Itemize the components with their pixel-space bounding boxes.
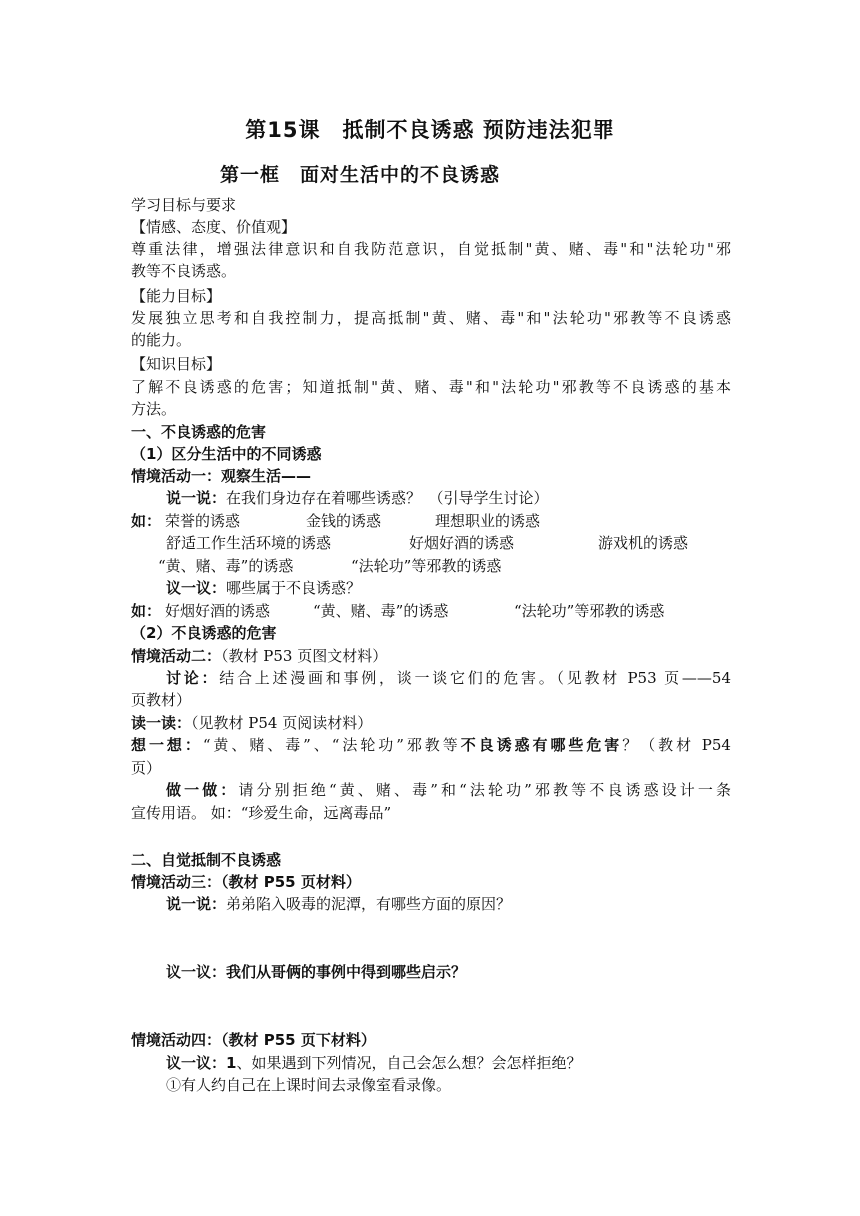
example-item: 游戏机的诱惑 — [598, 534, 689, 552]
do-text: 请分别拒绝“黄、赌、毒”和“法轮功”邪教等不良诱惑设计一条 — [238, 781, 731, 799]
answer-item: 好烟好酒的诱惑 — [165, 602, 271, 620]
answer-label: 如： — [131, 602, 162, 620]
answer-item: “黄、赌、毒”的诱惑 — [313, 602, 449, 620]
discuss-text: 、如果遇到下列情况，自己会怎么想？会怎样拒绝？ — [236, 1054, 582, 1072]
knowledge-heading: 【知识目标】 — [131, 355, 222, 373]
example-item: “黄、赌、毒”的诱惑 — [158, 557, 294, 575]
read-line — [131, 712, 731, 734]
say-text: 在我们身边存在着哪些诱惑？ （引导学生讨论） — [226, 489, 549, 507]
discuss-label: 议一议： — [166, 579, 227, 597]
answer-item: “法轮功”等邪教的诱惑 — [514, 602, 665, 620]
subsection-heading-1: （1）区分生活中的不同诱惑 — [131, 445, 322, 463]
talk-label: 讨论： — [166, 669, 220, 687]
list-item: ①有人约自己在上课时间去录像室看录像。 — [166, 1076, 452, 1094]
subsection-heading-2: （2）不良诱惑的危害 — [131, 624, 277, 642]
emotion-heading: 【情感、态度、价值观】 — [131, 218, 297, 236]
discuss-label: 议一议：1 — [166, 1054, 237, 1072]
activity-3-heading: 情境活动三：（教材 P55 页材料） — [131, 873, 361, 891]
do-line — [166, 779, 731, 801]
example-item: 舒适工作生活环境的诱惑 — [166, 534, 332, 552]
example-row-1 — [131, 510, 731, 532]
say-label: 说一说： — [166, 895, 227, 913]
think-line-cont: 页） — [131, 759, 162, 777]
read-label: 读一读： — [131, 714, 192, 732]
objectives-heading: 学习目标与要求 — [131, 196, 237, 214]
say-label: 说一说： — [166, 489, 227, 507]
talk-text: 结合上述漫画和事例，谈一谈它们的危害。（见教材 P53 页——54 — [219, 669, 731, 687]
section-heading-2: 二、自觉抵制不良诱惑 — [131, 851, 282, 869]
think-emphasis: 不良诱惑有哪些危害 — [460, 736, 623, 754]
talk-line — [166, 667, 731, 689]
discuss-text: 哪些属于不良诱惑？ — [226, 579, 362, 597]
answer-row — [131, 600, 731, 622]
example-item: 荣誉的诱惑 — [165, 512, 241, 530]
example-item: 金钱的诱惑 — [306, 512, 382, 530]
emotion-text-cont: 教等不良诱惑。 — [131, 262, 237, 280]
activity-2-text: （教材 P53 页图文材料） — [221, 647, 388, 665]
talk-line-cont: 页教材） — [131, 691, 192, 709]
discuss-line-3: 议一议：我们从哥俩的事例中得到哪些启示？ — [166, 963, 467, 981]
think-text: “黄、赌、毒”、“法轮功”邪教等 — [202, 736, 461, 754]
example-item: 理想职业的诱惑 — [435, 512, 541, 530]
activity-1-heading: 情境活动一：观察生活—— — [131, 467, 312, 485]
section-heading-1: 一、不良诱惑的危害 — [131, 423, 267, 441]
read-text: （见教材 P54 页阅读材料） — [191, 714, 373, 732]
think-text-tail: ？（教材 P54 — [622, 736, 731, 754]
say-text: 弟弟陷入吸毒的泥潭，有哪些方面的原因？ — [226, 895, 512, 913]
say-line-1 — [166, 487, 731, 509]
ability-text-cont: 的能力。 — [131, 331, 192, 349]
ability-heading: 【能力目标】 — [131, 287, 222, 305]
do-label: 做一做： — [166, 781, 239, 799]
page-title: 第15课 抵制不良诱惑 预防违法犯罪 — [245, 118, 615, 142]
example-item: “法轮功”等邪教的诱惑 — [351, 557, 502, 575]
discuss-line-1 — [166, 577, 731, 599]
knowledge-text-cont: 方法。 — [131, 400, 177, 418]
think-line — [131, 734, 731, 756]
page-subtitle: 第一框 面对生活中的不良诱惑 — [220, 164, 501, 186]
discuss-line-4 — [166, 1052, 731, 1074]
activity-4-heading: 情境活动四：（教材 P55 页下材料） — [131, 1031, 376, 1049]
do-line-cont: 宣传用语。 如：“珍爱生命，远离毒品” — [131, 804, 392, 822]
ability-text: 发展独立思考和自我控制力，提高抵制"黄、赌、毒"和"法轮功"邪教等不良诱惑 — [131, 309, 731, 327]
think-label: 想一想： — [131, 736, 203, 754]
example-label: 如： — [131, 512, 162, 530]
activity-2-line — [131, 645, 731, 667]
emotion-text: 尊重法律，增强法律意识和自我防范意识，自觉抵制"黄、赌、毒"和"法轮功"邪 — [131, 240, 731, 258]
knowledge-text: 了解不良诱惑的危害；知道抵制"黄、赌、毒"和"法轮功"邪教等不良诱惑的基本 — [131, 378, 731, 396]
activity-2-label: 情境活动二： — [131, 647, 222, 665]
example-item: 好烟好酒的诱惑 — [409, 534, 515, 552]
say-line-3 — [166, 893, 731, 915]
